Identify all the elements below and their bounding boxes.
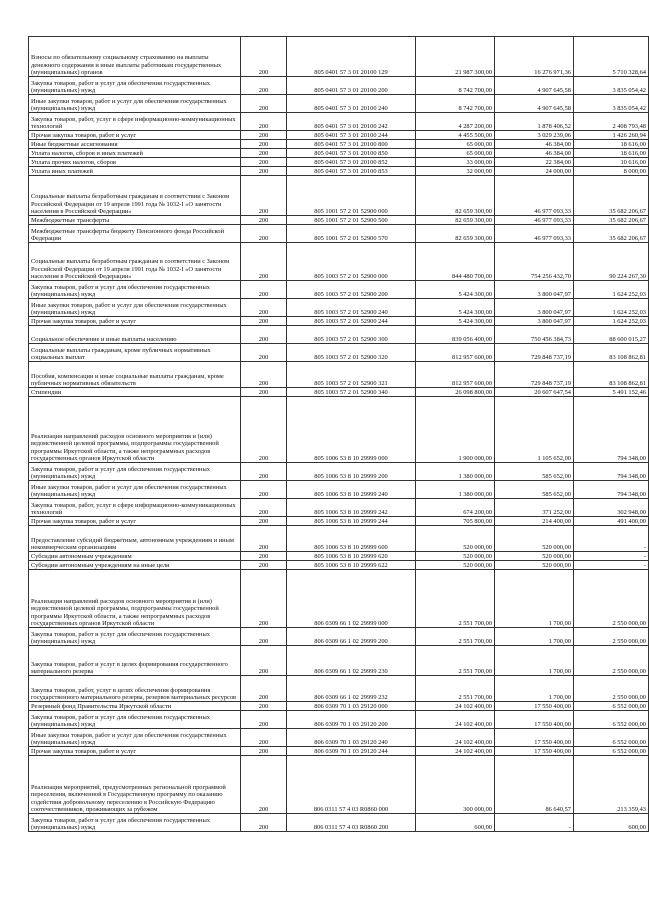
row-executed-amount-cell: 520 000,00 [495,552,574,561]
row-name-cell: Взносы по обязательному социальному страхованию на выплаты денежного содержания и иные выплаты работникам государственных (муниципальных) органов [29,37,241,77]
row-unexecuted-amount-cell: 1 624 252,03 [574,317,649,326]
row-admin-code-cell: 200 [241,158,287,167]
row-classification-code-cell: 805 1003 57 2 01 52900 200 [287,281,416,299]
row-admin-code-cell: 200 [241,628,287,646]
row-unexecuted-amount-cell: 5 710 328,64 [574,37,649,77]
row-name-cell: Социальное обеспечение и иные выплаты населению [29,326,241,344]
row-executed-amount-cell: 585 652,00 [495,481,574,499]
row-executed-amount-cell: 1 700,00 [495,646,574,676]
table-row [29,243,649,281]
row-name-cell: Закупка товаров, работ, услуг в целях обеспечения формирования государственного материального резерва, резервов материальных ресурсов [29,676,241,702]
row-executed-amount-cell: - [495,814,574,832]
row-approved-amount-cell: 4 455 500,00 [416,131,495,140]
budget-table-body [29,37,649,832]
row-executed-amount-cell: 729 848 737,19 [495,344,574,362]
row-approved-amount-cell: 8 742 700,00 [416,77,495,95]
row-admin-code-cell: 200 [241,646,287,676]
row-admin-code-cell: 200 [241,676,287,702]
row-name-cell: Стипендии [29,388,241,397]
row-name-cell: Уплата прочих налогов, сборов [29,158,241,167]
row-name-cell: Реализация мероприятий, предусмотренных региональной программой переселения, включенной в Государственную программу по оказанию содействия добровольному переселению в Российскую Федерацию соотечественников, проживающих за рубежом [29,756,241,814]
table-row [29,397,649,463]
row-approved-amount-cell: 24 102 400,00 [416,702,495,711]
row-name-cell: Иные закупки товаров, работ и услуг для обеспечения государственных (муниципальных) нужд [29,729,241,747]
row-unexecuted-amount-cell: 5 491 152,46 [574,388,649,397]
row-name-cell: Социальные выплаты безработным гражданам в соответствии с Законом Российской Федерации от 19 апреля 1991 года № 1032-I «О занятости населения в Российской Федерации» [29,176,241,216]
row-name-cell: Прочая закупка товаров, работ и услуг [29,317,241,326]
row-approved-amount-cell: 520 000,00 [416,561,495,570]
table-row [29,149,649,158]
table-row [29,552,649,561]
row-classification-code-cell: 805 1006 53 8 10 29999 622 [287,561,416,570]
row-classification-code-cell: 805 1003 57 2 01 52900 240 [287,299,416,317]
row-admin-code-cell: 200 [241,95,287,113]
table-row [29,281,649,299]
row-classification-code-cell: 806 0309 66 1 02 29999 200 [287,628,416,646]
row-name-cell: Закупка товаров, работ и услуг для обеспечения государственных (муниципальных) нужд [29,463,241,481]
row-approved-amount-cell: 33 000,00 [416,158,495,167]
row-name-cell: Предоставление субсидий бюджетным, автономным учреждениям и иным некоммерческим организациям [29,526,241,552]
row-executed-amount-cell: 1 700,00 [495,676,574,702]
row-classification-code-cell: 805 0401 57 3 01 20100 244 [287,131,416,140]
row-classification-code-cell: 805 1006 53 8 10 29999 240 [287,481,416,499]
row-executed-amount-cell: 17 550 400,00 [495,711,574,729]
row-admin-code-cell: 200 [241,140,287,149]
row-approved-amount-cell: 24 102 400,00 [416,747,495,756]
row-executed-amount-cell: 17 550 400,00 [495,702,574,711]
row-unexecuted-amount-cell: 213 359,43 [574,756,649,814]
row-name-cell: Иные закупки товаров, работ и услуг для обеспечения государственных (муниципальных) нужд [29,95,241,113]
row-classification-code-cell: 806 0309 66 1 02 29999 232 [287,676,416,702]
table-row [29,113,649,131]
row-unexecuted-amount-cell: - [574,561,649,570]
row-executed-amount-cell: 46 977 093,33 [495,216,574,225]
row-executed-amount-cell: 4 907 645,58 [495,77,574,95]
row-admin-code-cell: 200 [241,463,287,481]
row-unexecuted-amount-cell: 302 948,00 [574,499,649,517]
row-approved-amount-cell: 2 551 700,00 [416,646,495,676]
row-admin-code-cell: 200 [241,299,287,317]
table-row [29,628,649,646]
row-unexecuted-amount-cell: 35 682 206,67 [574,225,649,243]
row-classification-code-cell: 805 1006 53 8 10 29999 620 [287,552,416,561]
row-admin-code-cell: 200 [241,225,287,243]
row-approved-amount-cell: 5 424 300,00 [416,317,495,326]
row-admin-code-cell: 200 [241,326,287,344]
row-classification-code-cell: 806 0311 57 4 03 R0860 200 [287,814,416,832]
row-executed-amount-cell: 16 276 971,36 [495,37,574,77]
row-executed-amount-cell: 520 000,00 [495,561,574,570]
row-unexecuted-amount-cell: 6 552 000,00 [574,711,649,729]
row-approved-amount-cell: 65 000,00 [416,149,495,158]
row-executed-amount-cell: 750 456 384,73 [495,326,574,344]
row-admin-code-cell: 200 [241,517,287,526]
table-row [29,216,649,225]
row-unexecuted-amount-cell: 1 426 260,94 [574,131,649,140]
row-approved-amount-cell: 32 000,00 [416,167,495,176]
table-row [29,729,649,747]
table-row [29,711,649,729]
row-unexecuted-amount-cell: 88 600 015,27 [574,326,649,344]
row-executed-amount-cell: 86 640,57 [495,756,574,814]
row-approved-amount-cell: 82 659 300,00 [416,225,495,243]
row-approved-amount-cell: 65 000,00 [416,140,495,149]
row-classification-code-cell: 805 0401 57 3 01 20100 129 [287,37,416,77]
table-row [29,344,649,362]
row-approved-amount-cell: 600,00 [416,814,495,832]
table-row [29,388,649,397]
row-classification-code-cell: 806 0309 66 1 02 29999 230 [287,646,416,676]
row-approved-amount-cell: 812 957 600,00 [416,344,495,362]
row-admin-code-cell: 200 [241,561,287,570]
row-approved-amount-cell: 812 957 600,00 [416,362,495,388]
row-unexecuted-amount-cell: - [574,552,649,561]
row-executed-amount-cell: 24 000,00 [495,167,574,176]
row-approved-amount-cell: 2 551 700,00 [416,570,495,628]
table-row [29,95,649,113]
row-unexecuted-amount-cell: 35 682 206,67 [574,216,649,225]
row-name-cell: Закупка товаров, работ и услуг для обеспечения государственных (муниципальных) нужд [29,628,241,646]
row-approved-amount-cell: 1 380 000,00 [416,463,495,481]
row-name-cell: Закупка товаров, работ и услуг для обеспечения государственных (муниципальных) нужд [29,814,241,832]
row-name-cell: Межбюджетные трансферты бюджету Пенсионного фонда Российской Федерации [29,225,241,243]
row-executed-amount-cell: 3 029 239,06 [495,131,574,140]
row-classification-code-cell: 805 1003 57 2 01 52900 340 [287,388,416,397]
row-approved-amount-cell: 5 424 300,00 [416,281,495,299]
table-row [29,140,649,149]
table-row [29,299,649,317]
row-approved-amount-cell: 82 659 300,00 [416,216,495,225]
row-classification-code-cell: 805 1003 57 2 01 52900 321 [287,362,416,388]
row-approved-amount-cell: 520 000,00 [416,552,495,561]
row-executed-amount-cell: 371 252,00 [495,499,574,517]
row-admin-code-cell: 200 [241,167,287,176]
row-admin-code-cell: 200 [241,711,287,729]
row-executed-amount-cell: 46 977 093,33 [495,225,574,243]
table-row [29,814,649,832]
table-row [29,37,649,77]
row-admin-code-cell: 200 [241,552,287,561]
row-name-cell: Уплата иных платежей [29,167,241,176]
row-executed-amount-cell: 1 700,00 [495,628,574,646]
table-row [29,756,649,814]
table-row [29,326,649,344]
row-unexecuted-amount-cell: 2 550 000,00 [574,676,649,702]
row-executed-amount-cell: 3 800 047,97 [495,317,574,326]
row-approved-amount-cell: 2 551 700,00 [416,676,495,702]
row-executed-amount-cell: 1 700,00 [495,570,574,628]
row-approved-amount-cell: 4 287 200,00 [416,113,495,131]
row-name-cell: Пособия, компенсации и иные социальные выплаты гражданам, кроме публичных нормативных обязательств [29,362,241,388]
row-admin-code-cell: 200 [241,131,287,140]
row-classification-code-cell: 805 0401 57 3 01 20100 853 [287,167,416,176]
row-unexecuted-amount-cell: 491 400,00 [574,517,649,526]
row-approved-amount-cell: 1 900 000,00 [416,397,495,463]
row-approved-amount-cell: 705 800,00 [416,517,495,526]
row-name-cell: Иные бюджетные ассигнования [29,140,241,149]
row-executed-amount-cell: 729 848 737,19 [495,362,574,388]
row-unexecuted-amount-cell: 2 550 000,00 [574,570,649,628]
table-row [29,570,649,628]
row-classification-code-cell: 805 0401 57 3 01 20100 800 [287,140,416,149]
table-row [29,77,649,95]
table-row [29,225,649,243]
row-admin-code-cell: 200 [241,317,287,326]
row-unexecuted-amount-cell: 18 616,00 [574,149,649,158]
row-executed-amount-cell: 754 256 432,70 [495,243,574,281]
row-classification-code-cell: 805 1003 57 2 01 52900 320 [287,344,416,362]
row-classification-code-cell: 805 1001 57 2 01 52900 570 [287,225,416,243]
row-unexecuted-amount-cell: 6 552 000,00 [574,747,649,756]
table-row [29,561,649,570]
row-approved-amount-cell: 8 742 700,00 [416,95,495,113]
row-unexecuted-amount-cell: 3 835 054,42 [574,95,649,113]
row-executed-amount-cell: 20 607 647,54 [495,388,574,397]
table-row [29,646,649,676]
row-classification-code-cell: 806 0309 70 1 03 29120 000 [287,702,416,711]
row-unexecuted-amount-cell: - [574,526,649,552]
row-admin-code-cell: 200 [241,344,287,362]
row-classification-code-cell: 806 0309 70 1 03 29120 240 [287,729,416,747]
row-name-cell: Прочая закупка товаров, работ и услуг [29,517,241,526]
table-row [29,362,649,388]
row-classification-code-cell: 805 0401 57 3 01 20100 240 [287,95,416,113]
row-admin-code-cell: 200 [241,814,287,832]
row-name-cell: Иные закупки товаров, работ и услуг для обеспечения государственных (муниципальных) нужд [29,481,241,499]
row-name-cell: Закупка товаров, работ, услуг в сфере информационно-коммуникационных технологий [29,499,241,517]
row-executed-amount-cell: 4 907 645,58 [495,95,574,113]
row-classification-code-cell: 805 1003 57 2 01 52900 000 [287,243,416,281]
row-classification-code-cell: 806 0309 70 1 03 29120 244 [287,747,416,756]
row-approved-amount-cell: 21 987 300,00 [416,37,495,77]
row-approved-amount-cell: 1 380 000,00 [416,481,495,499]
row-unexecuted-amount-cell: 2 550 000,00 [574,646,649,676]
row-classification-code-cell: 806 0309 66 1 02 29999 000 [287,570,416,628]
row-admin-code-cell: 200 [241,756,287,814]
table-row [29,463,649,481]
row-name-cell: Закупка товаров, работ, услуг в сфере информационно-коммуникационных технологий [29,113,241,131]
row-name-cell: Социальные выплаты гражданам, кроме публичных нормативных социальных выплат [29,344,241,362]
row-name-cell: Закупка товаров, работ и услуг в целях формирования государственного материального резерва [29,646,241,676]
row-unexecuted-amount-cell: 18 616,00 [574,140,649,149]
row-admin-code-cell: 200 [241,570,287,628]
table-row [29,167,649,176]
row-admin-code-cell: 200 [241,729,287,747]
table-row [29,158,649,167]
row-admin-code-cell: 200 [241,149,287,158]
row-unexecuted-amount-cell: 10 616,00 [574,158,649,167]
row-admin-code-cell: 200 [241,176,287,216]
row-unexecuted-amount-cell: 794 348,00 [574,481,649,499]
row-executed-amount-cell: 1 105 652,00 [495,397,574,463]
row-classification-code-cell: 806 0311 57 4 03 R0860 000 [287,756,416,814]
row-unexecuted-amount-cell: 1 624 252,03 [574,281,649,299]
table-row [29,176,649,216]
table-row [29,131,649,140]
table-row [29,481,649,499]
row-classification-code-cell: 805 1006 53 8 10 29999 242 [287,499,416,517]
row-executed-amount-cell: 46 384,00 [495,149,574,158]
row-executed-amount-cell: 17 550 400,00 [495,747,574,756]
table-row [29,526,649,552]
table-row [29,702,649,711]
row-approved-amount-cell: 24 102 400,00 [416,729,495,747]
row-name-cell: Реализация направлений расходов основного мероприятия и (или) ведомственной целевой программы, подпрограммы государственной программы Иркутской области, а также непрограммных расходов государственных органов Иркутской области [29,397,241,463]
row-admin-code-cell: 200 [241,388,287,397]
row-admin-code-cell: 200 [241,77,287,95]
row-name-cell: Уплата налогов, сборов и иных платежей [29,149,241,158]
row-classification-code-cell: 805 0401 57 3 01 20100 850 [287,149,416,158]
row-unexecuted-amount-cell: 6 552 000,00 [574,729,649,747]
row-executed-amount-cell: 1 878 406,52 [495,113,574,131]
row-name-cell: Субсидии автономным учреждениям [29,552,241,561]
row-executed-amount-cell: 3 800 047,97 [495,299,574,317]
row-unexecuted-amount-cell: 1 624 252,03 [574,299,649,317]
row-classification-code-cell: 805 0401 57 3 01 20100 852 [287,158,416,167]
row-classification-code-cell: 805 0401 57 3 01 20100 200 [287,77,416,95]
row-admin-code-cell: 200 [241,397,287,463]
row-approved-amount-cell: 300 000,00 [416,756,495,814]
row-unexecuted-amount-cell: 794 348,00 [574,397,649,463]
table-row [29,747,649,756]
row-approved-amount-cell: 24 102 400,00 [416,711,495,729]
row-approved-amount-cell: 844 480 700,00 [416,243,495,281]
row-admin-code-cell: 200 [241,702,287,711]
row-unexecuted-amount-cell: 6 552 000,00 [574,702,649,711]
budget-execution-report [28,36,646,832]
table-row [29,676,649,702]
row-unexecuted-amount-cell: 2 550 000,00 [574,628,649,646]
row-classification-code-cell: 805 1006 53 8 10 29999 600 [287,526,416,552]
row-admin-code-cell: 200 [241,747,287,756]
row-classification-code-cell: 805 1006 53 8 10 29999 244 [287,517,416,526]
row-unexecuted-amount-cell: 83 108 862,81 [574,344,649,362]
row-approved-amount-cell: 674 200,00 [416,499,495,517]
row-classification-code-cell: 806 0309 70 1 03 29120 200 [287,711,416,729]
row-executed-amount-cell: 3 800 047,97 [495,281,574,299]
row-executed-amount-cell: 585 652,00 [495,463,574,481]
row-approved-amount-cell: 82 659 300,00 [416,176,495,216]
row-executed-amount-cell: 214 400,00 [495,517,574,526]
table-row [29,499,649,517]
row-classification-code-cell: 805 0401 57 3 01 20100 242 [287,113,416,131]
row-classification-code-cell: 805 1001 57 2 01 52900 000 [287,176,416,216]
row-name-cell: Социальные выплаты безработным гражданам в соответствии с Законом Российской Федерации от 19 апреля 1991 года № 1032-I «О занятости населения в Российской Федерации» [29,243,241,281]
row-admin-code-cell: 200 [241,113,287,131]
row-unexecuted-amount-cell: 8 000,00 [574,167,649,176]
row-admin-code-cell: 200 [241,281,287,299]
row-admin-code-cell: 200 [241,243,287,281]
row-executed-amount-cell: 520 000,00 [495,526,574,552]
row-unexecuted-amount-cell: 35 682 206,67 [574,176,649,216]
row-admin-code-cell: 200 [241,216,287,225]
row-executed-amount-cell: 22 384,00 [495,158,574,167]
row-executed-amount-cell: 46 977 093,33 [495,176,574,216]
row-classification-code-cell: 805 1003 57 2 01 52900 244 [287,317,416,326]
row-unexecuted-amount-cell: 2 408 793,48 [574,113,649,131]
row-name-cell: Реализация направлений расходов основного мероприятия и (или) ведомственной целевой программы, подпрограммы государственной программы Иркутской области, а также непрограммных расходов государственных органов Иркутской области [29,570,241,628]
row-name-cell: Закупка товаров, работ и услуг для обеспечения государственных (муниципальных) нужд [29,281,241,299]
row-name-cell: Закупка товаров, работ и услуг для обеспечения государственных (муниципальных) нужд [29,711,241,729]
row-name-cell: Резервный фонд Правительства Иркутской области [29,702,241,711]
row-approved-amount-cell: 26 098 800,00 [416,388,495,397]
row-classification-code-cell: 805 1006 53 8 10 29999 200 [287,463,416,481]
row-approved-amount-cell: 839 056 400,00 [416,326,495,344]
row-unexecuted-amount-cell: 600,00 [574,814,649,832]
row-name-cell: Субсидии автономным учреждениям на иные цели [29,561,241,570]
row-executed-amount-cell: 46 384,00 [495,140,574,149]
row-admin-code-cell: 200 [241,526,287,552]
row-approved-amount-cell: 520 000,00 [416,526,495,552]
row-admin-code-cell: 200 [241,481,287,499]
row-unexecuted-amount-cell: 794 348,00 [574,463,649,481]
row-executed-amount-cell: 17 550 400,00 [495,729,574,747]
row-name-cell: Закупка товаров, работ и услуг для обеспечения государственных (муниципальных) нужд [29,77,241,95]
row-name-cell: Межбюджетные трансферты [29,216,241,225]
row-name-cell: Прочая закупка товаров, работ и услуг [29,747,241,756]
row-unexecuted-amount-cell: 3 835 054,42 [574,77,649,95]
row-approved-amount-cell: 5 424 300,00 [416,299,495,317]
budget-table [28,36,649,832]
row-unexecuted-amount-cell: 83 108 862,81 [574,362,649,388]
row-classification-code-cell: 805 1003 57 2 01 52900 300 [287,326,416,344]
row-classification-code-cell: 805 1006 53 8 10 29999 000 [287,397,416,463]
row-unexecuted-amount-cell: 90 224 267,30 [574,243,649,281]
row-name-cell: Прочая закупка товаров, работ и услуг [29,131,241,140]
row-admin-code-cell: 200 [241,499,287,517]
row-approved-amount-cell: 2 551 700,00 [416,628,495,646]
row-name-cell: Иные закупки товаров, работ и услуг для обеспечения государственных (муниципальных) нужд [29,299,241,317]
table-row [29,517,649,526]
row-admin-code-cell: 200 [241,362,287,388]
row-admin-code-cell: 200 [241,37,287,77]
row-classification-code-cell: 805 1001 57 2 01 52900 500 [287,216,416,225]
table-row [29,317,649,326]
